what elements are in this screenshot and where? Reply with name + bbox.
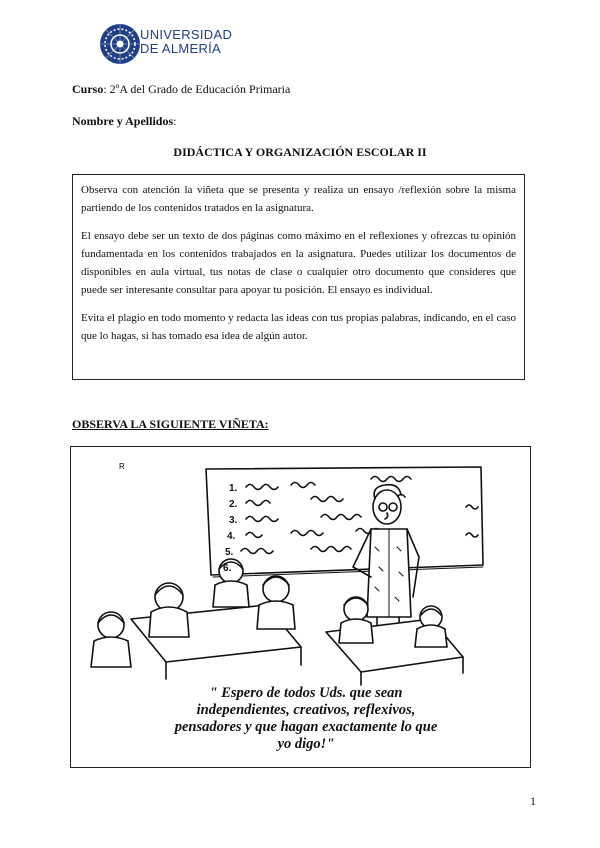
board-number-2: 2. bbox=[229, 499, 238, 510]
board-number-6: 6. bbox=[223, 563, 232, 574]
instruction-paragraph-2: El ensayo debe ser un texto de dos páginas como máximo en el reflexiones y ofrezcas tu opinión fundamentada en los contenidos trabajados en la asignatura. Puedes utilizar los documentos de disponibles en aula virtual, tus notas de clase o cualquier otro documento que consideres que puede ser interesante consultar para apoyar tu posición. El ensayo es individual. bbox=[81, 230, 516, 296]
instructions-box bbox=[72, 174, 525, 380]
board-number-4: 4. bbox=[227, 531, 236, 542]
blackboard bbox=[206, 467, 483, 575]
page-number: 1 bbox=[530, 794, 536, 808]
curso-line bbox=[72, 82, 290, 97]
board-number-5: 5. bbox=[225, 547, 234, 558]
instruction-paragraph-1: Observa con atención la viñeta que se presenta y realiza un ensayo /reflexión sobre la misma partiendo de los contenidos tratados en la asignatura. bbox=[81, 184, 516, 214]
cartoon-caption: " Espero de todos Uds. que sean independientes, creativos, reflexivos, pensadores y que hagan exactamente lo que yo digo!" bbox=[174, 685, 438, 752]
cartoon-frame bbox=[70, 446, 531, 768]
corner-mark: R bbox=[119, 462, 125, 471]
logo-emblem-icon bbox=[98, 22, 142, 66]
section-title: OBSERVA LA SIGUIENTE VIÑETA: bbox=[72, 417, 269, 431]
logo-text bbox=[140, 28, 232, 56]
board-number-3: 3. bbox=[229, 515, 238, 526]
logo-line1: UNIVERSIDAD bbox=[140, 27, 233, 42]
curso-value: : 2ºA del Grado de Educación Primaria bbox=[103, 82, 291, 96]
nombre-value: : bbox=[173, 114, 177, 128]
nombre-line bbox=[72, 114, 176, 129]
logo-line2: DE ALMERÍA bbox=[140, 41, 222, 56]
document-title: DIDÁCTICA Y ORGANIZACIÓN ESCOLAR II bbox=[173, 145, 427, 159]
nombre-label: Nombre y Apellidos bbox=[72, 114, 174, 128]
curso-label: Curso bbox=[72, 82, 104, 96]
instruction-paragraph-3: Evita el plagio en todo momento y redacta las ideas con tus propias palabras, indicando, en el caso que lo hagas, si has tomado esa idea de algún autor. bbox=[81, 312, 516, 342]
board-number-1: 1. bbox=[229, 483, 238, 494]
